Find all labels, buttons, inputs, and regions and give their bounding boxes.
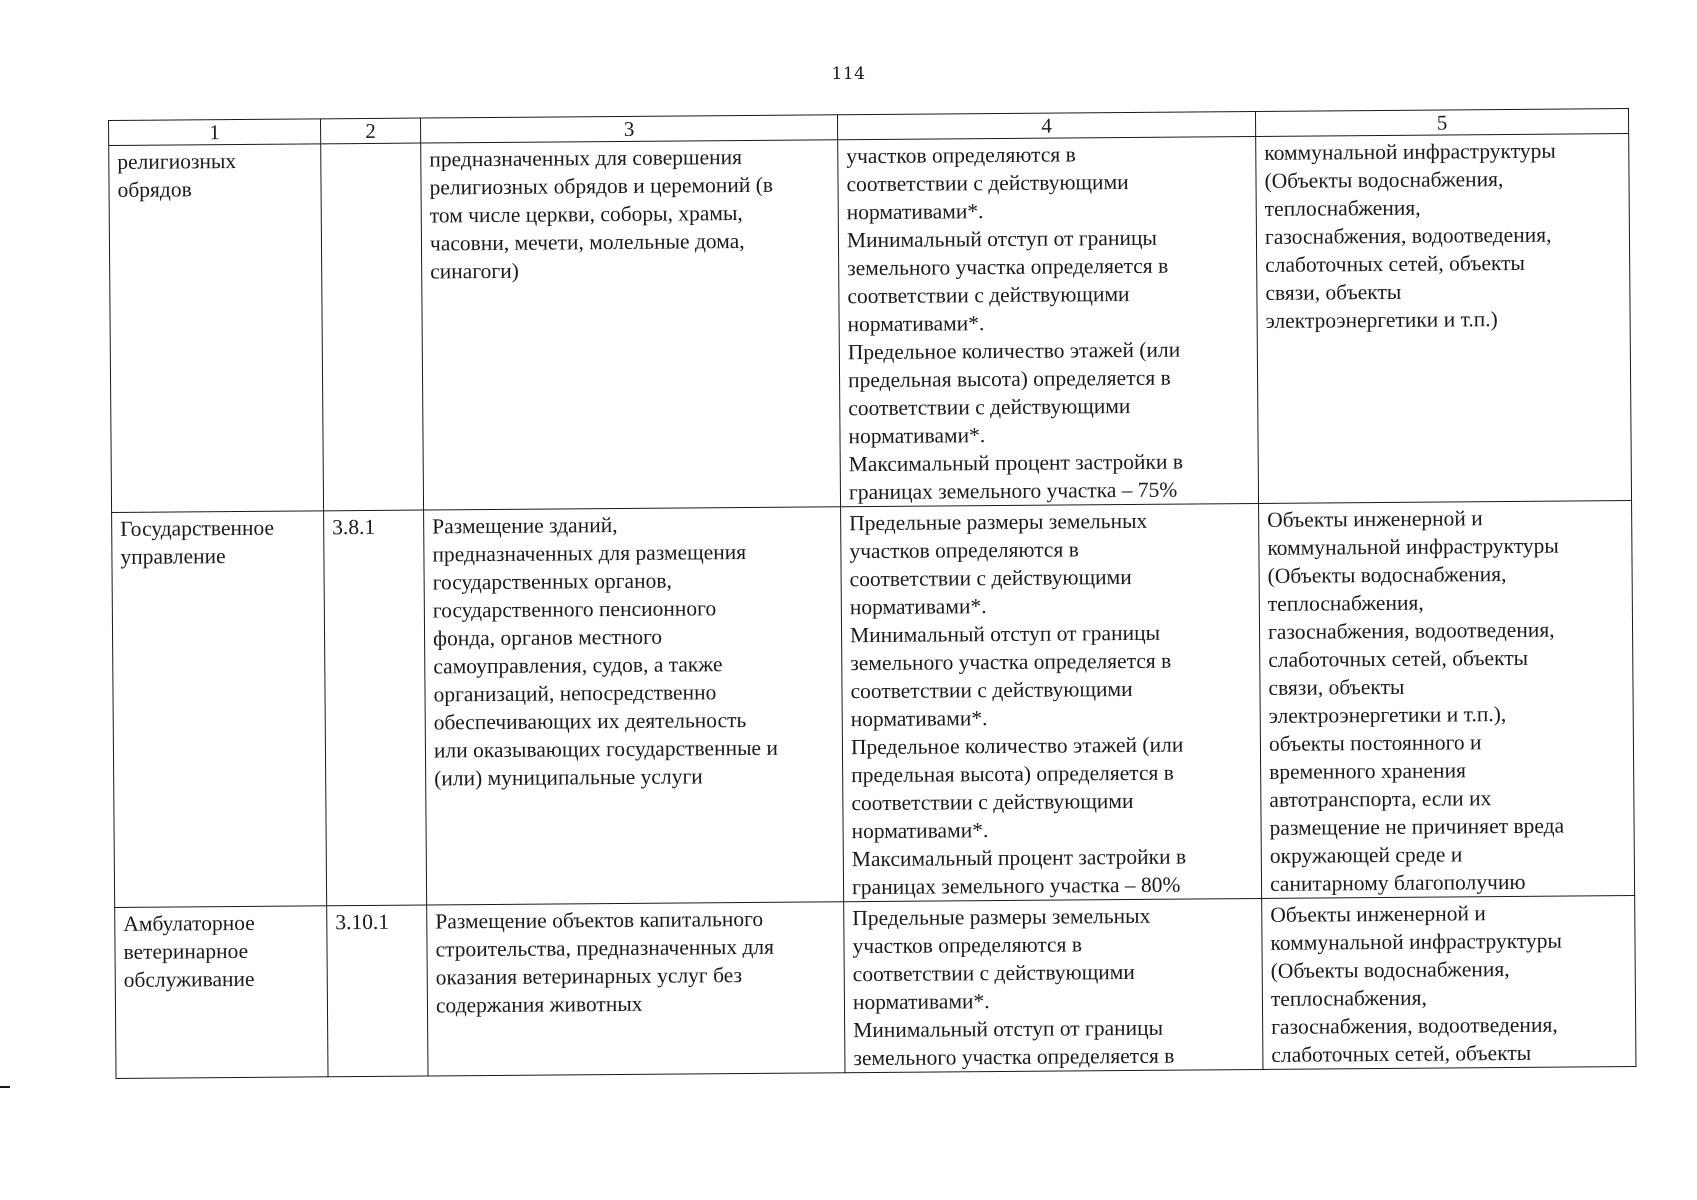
parameters-cell: Предельные размеры земельных участков определяются в соответствии с действующими нормативами*. Минимальный отступ от границы земельного участка определяется в соответствии с действующими нормативами*. Предельное количество этажей (или предельная высота) определяется в соответствии с действующими нормативами*. Максимальный процент застройки в границах земельного участка – 80%: [841, 503, 1262, 901]
code-cell: [321, 143, 424, 511]
auxiliary-uses-cell: Объекты инженерной и коммунальной инфраструктуры (Объекты водоснабжения, теплоснабжения, газоснабжения, водоотведения, слаботочных сетей, объекты: [1262, 896, 1636, 1070]
page-number: 114: [831, 64, 866, 84]
table-row: [109, 134, 1632, 513]
code-cell: 3.8.1: [324, 510, 427, 906]
description-cell: Размещение объектов капитального строительства, предназначенных для оказания ветеринарных услуг без содержания животных: [427, 902, 845, 1076]
description-cell: Размещение зданий, предназначенных для размещения государственных органов, государственного пенсионного фонда, органов местного самоуправления, судов, а также организаций, непосредственно обеспечивающих их деятельность или оказывающих государственные и (или) муниципальные услуги: [424, 507, 844, 905]
column-header-1: 1: [109, 119, 321, 146]
land-use-type-cell: Государственное управление: [112, 511, 327, 908]
parameters-cell: Предельные размеры земельных участков определяются в соответствии с действующими нормативами*. Минимальный отступ от границы земельного участка определяется в: [844, 898, 1263, 1072]
column-header-2: 2: [320, 118, 420, 144]
parameters-cell: участков определяются в соответствии с действующими нормативами*. Минимальный отступ от границы земельного участка определяется в соответствии с действующими нормативами*. Предельное количество этажей (или предельная высота) определяется в соответствии с действующими нормативами*. Максимальный процент застройки в границах земельного участка – 75%: [838, 136, 1259, 506]
zoning-table: [108, 108, 1636, 1079]
table-row: [115, 896, 1636, 1079]
table-row: [112, 501, 1635, 908]
land-use-type-cell: Амбулаторное ветеринарное обслуживание: [115, 906, 328, 1079]
land-use-type-cell: религиозных обрядов: [109, 144, 324, 513]
code-cell: 3.10.1: [327, 905, 428, 1077]
auxiliary-uses-cell: коммунальной инфраструктуры (Объекты водоснабжения, теплоснабжения, газоснабжения, водоотведения, слаботочных сетей, объекты связи, объекты электроэнергетики и т.п.): [1256, 134, 1632, 504]
column-header-5: 5: [1255, 109, 1628, 137]
column-header-3: 3: [420, 115, 837, 143]
description-cell: предназначенных для совершения религиозных обрядов и церемоний (в том числе церкви, соборы, храмы, часовни, мечети, молельные дома, синагоги): [421, 140, 841, 510]
scan-edge-mark: [0, 1086, 10, 1088]
column-header-4: 4: [837, 111, 1255, 139]
auxiliary-uses-cell: Объекты инженерной и коммунальной инфраструктуры (Объекты водоснабжения, теплоснабжения, газоснабжения, водоотведения, слаботочных сетей, объекты связи, объекты электроэнергетики и т.п.), объекты постоянного и временного хранения автотранспорта, если их размещение не причиняет вреда окружающей среде и санитарному благополучию: [1259, 501, 1635, 899]
